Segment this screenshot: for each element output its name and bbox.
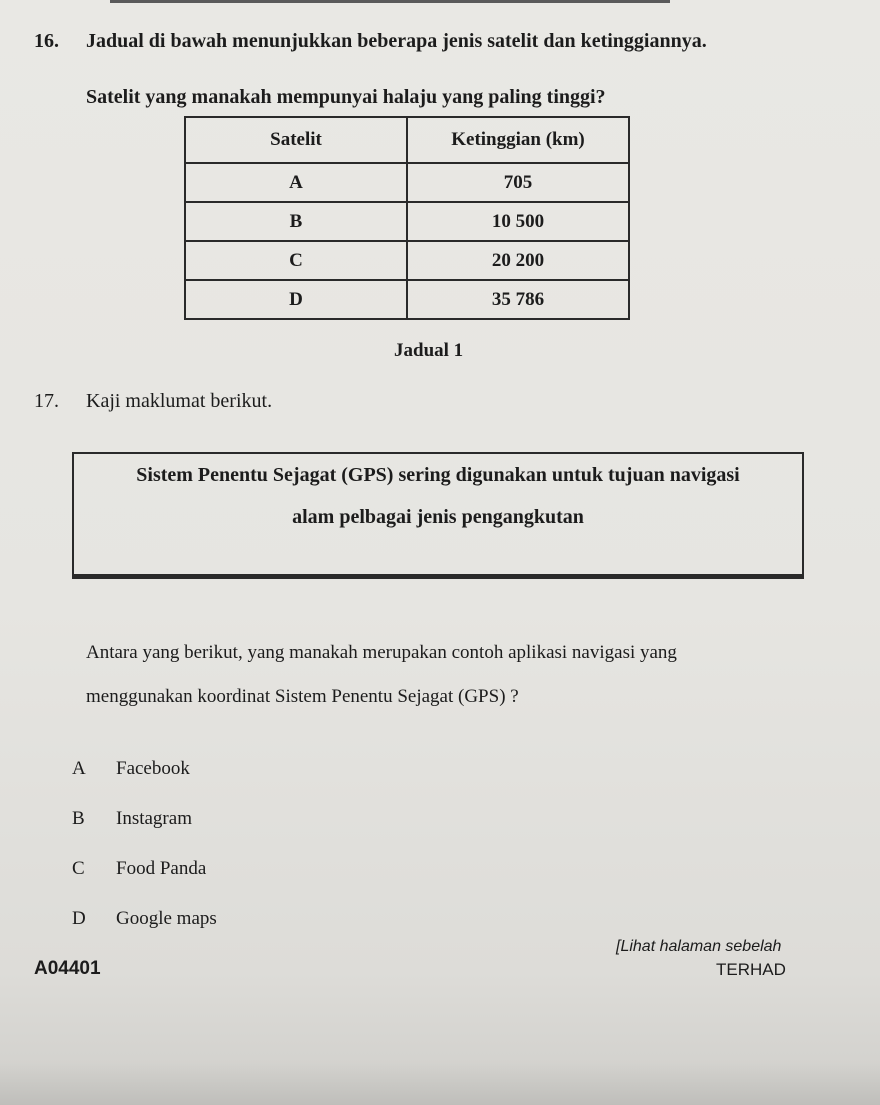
option-a-letter: A bbox=[72, 758, 86, 779]
classification-label: TERHAD bbox=[716, 960, 786, 979]
table-header-ketinggian: Ketinggian (km) bbox=[407, 117, 629, 163]
paper-bottom-shadow bbox=[0, 1062, 880, 1105]
question-16-text: Jadual di bawah menunjukkan beberapa jenis satelit dan ketinggiannya. bbox=[86, 30, 707, 52]
table-cell-satelit: D bbox=[185, 280, 407, 319]
question-17-number: 17. bbox=[34, 390, 59, 412]
info-line-1: Sistem Penentu Sejagat (GPS) sering digunakan untuk tujuan navigasi bbox=[136, 464, 740, 486]
table-row bbox=[185, 241, 629, 280]
table-cell-satelit: B bbox=[185, 202, 407, 241]
next-page-note: [Lihat halaman sebelah bbox=[616, 938, 782, 955]
option-c-letter: C bbox=[72, 858, 85, 879]
table-row bbox=[185, 280, 629, 319]
table-cell-satelit: A bbox=[185, 163, 407, 202]
option-d-letter: D bbox=[72, 908, 86, 929]
paper-code: A04401 bbox=[34, 958, 101, 979]
option-b-letter: B bbox=[72, 808, 85, 829]
option-c-text: Food Panda bbox=[116, 858, 207, 879]
table-cell-ketinggian: 705 bbox=[407, 163, 629, 202]
table-header-row bbox=[185, 117, 629, 163]
table-cell-satelit: C bbox=[185, 241, 407, 280]
top-rule bbox=[110, 0, 670, 3]
question-16-number: 16. bbox=[34, 30, 59, 52]
option-d-text: Google maps bbox=[116, 908, 217, 929]
table-row bbox=[185, 163, 629, 202]
question-17-prompt-line-2: menggunakan koordinat Sistem Penentu Sejagat (GPS) ? bbox=[86, 686, 519, 707]
option-a-text: Facebook bbox=[116, 758, 190, 779]
question-16-prompt: Satelit yang manakah mempunyai halaju yang paling tinggi? bbox=[86, 86, 606, 108]
info-line-2: alam pelbagai jenis pengangkutan bbox=[292, 506, 584, 528]
info-box bbox=[72, 452, 804, 576]
table-row bbox=[185, 202, 629, 241]
table-header-satelit: Satelit bbox=[185, 117, 407, 163]
table-cell-ketinggian: 10 500 bbox=[407, 202, 629, 241]
table-caption: Jadual 1 bbox=[394, 340, 464, 361]
option-b-text: Instagram bbox=[116, 808, 192, 829]
satellite-table bbox=[184, 116, 630, 320]
question-17-prompt-line-1: Antara yang berikut, yang manakah merupakan contoh aplikasi navigasi yang bbox=[86, 642, 677, 663]
question-17-text: Kaji maklumat berikut. bbox=[86, 390, 273, 412]
table-cell-ketinggian: 20 200 bbox=[407, 241, 629, 280]
table-cell-ketinggian: 35 786 bbox=[407, 280, 629, 319]
